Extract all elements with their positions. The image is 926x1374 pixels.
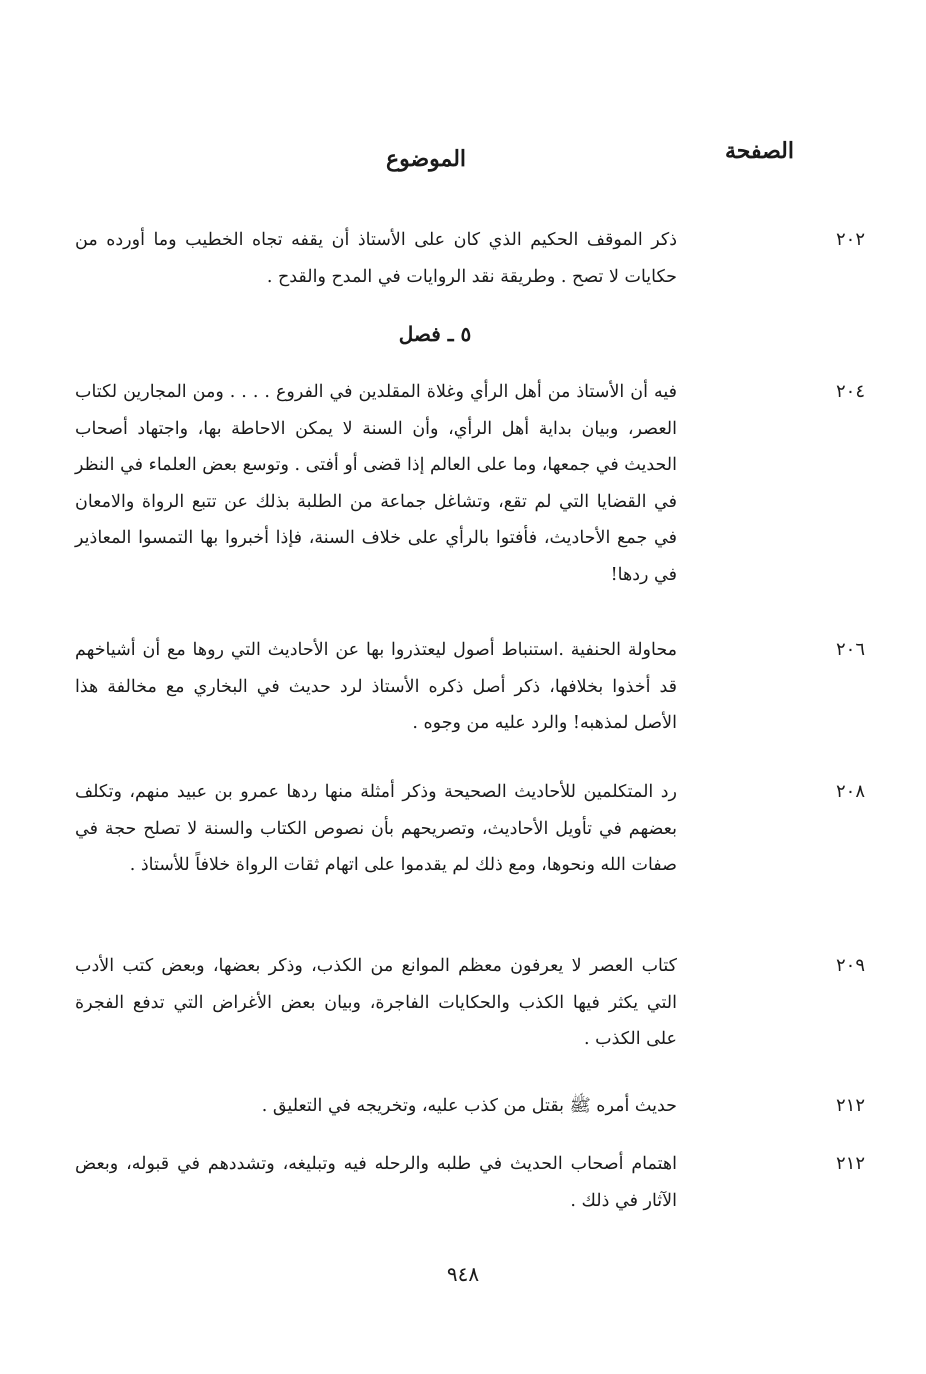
entry-page-number: ٢٠٤: [835, 381, 865, 402]
toc-entry: [75, 1146, 865, 1219]
entry-text: حديث أمره ﷺ بقتل من كذب عليه، وتخريجه في التعليق .: [261, 1096, 677, 1116]
toc-entry: [75, 1088, 865, 1125]
entry-text: كتاب العصر لا يعرفون معظم الموانع من الكذب، وذكر بعضها، وبعض كتب الأدب التي يكثر فيها الكذب والحكايات الفاجرة، وبيان بعض الأغراض التي تدفع الفجرة على الكذب .: [75, 956, 677, 1049]
entry-page-number: ٢٠٩: [835, 955, 865, 976]
entry-text: اهتمام أصحاب الحديث في طلبه والرحله فيه وتبليغه، وتشددهم في قبوله، وبعض الآثار في ذلك .: [75, 1154, 677, 1211]
column-header-topic: الموضوع: [385, 146, 467, 172]
toc-entry: [75, 374, 865, 593]
entry-page-number: ٢٠٦: [835, 639, 865, 660]
entry-page-number: ٢١٢: [835, 1153, 865, 1174]
entry-page-number: ٢١٢: [835, 1095, 865, 1116]
page-number-footer: ٩٤٨: [446, 1262, 480, 1286]
entry-text: محاولة الحنفية .استنباط أصول ليعتذروا بها عن الأحاديث التي روها مع أن أشياخهم قد أخذوا بخلافها، ذكر أصل ذكره الأستاذ لرد حديث في البخاري مع مخالفة هذا الأصل لمذهبه! والرد عليه من وجوه .: [75, 640, 677, 733]
entry-page-number: ٢٠٢: [835, 229, 865, 250]
section-heading: ٥ ـ فصل: [398, 322, 472, 346]
toc-entry: [75, 632, 865, 742]
entry-text: ذكر الموقف الحكيم الذي كان على الأستاذ أن يقفه تجاه الخطيب وما أورده من حكايات لا تصح . وطريقة نقد الروايات في المدح والقدح .: [75, 230, 677, 287]
toc-entry: [75, 948, 865, 1058]
entry-page-number: ٢٠٨: [835, 781, 865, 802]
toc-entry: [75, 774, 865, 884]
toc-entry: [75, 222, 865, 295]
entry-text: فيه أن الأستاذ من أهل الرأي وغلاة المقلدين في الفروع . . . . ومن المجارين لكتاب العصر، وبيان بداية أهل الرأي، وأن السنة لا يمكن الاحاطة بها، واجتهاد أصحاب الحديث في جمعها، وما على العالم إذا قضى أو أفتى . وتوسع بعض العلماء في النظر في القضايا التي لم تقع، وتشاغل جماعة من الطلبة بذلك عن تتبع الرواة والامعان في جمع الأحاديث، فأفتوا بالرأي على خلاف السنة، فإذا أخبروا بها التمسوا المعاذير في ردها!: [75, 382, 677, 585]
entry-text: رد المتكلمين للأحاديث الصحيحة وذكر أمثلة منها ردها عمرو بن عبيد منهم، وتكلف بعضهم في تأويل الأحاديث، وتصريحهم بأن نصوص الكتاب والسنة لا تصلح حجة في صفات الله ونحوها، ومع ذلك لم يقدموا على اتهام ثقات الرواة خلافاً للأستاذ .: [75, 782, 677, 875]
column-header-page: الصفحة: [724, 138, 794, 164]
